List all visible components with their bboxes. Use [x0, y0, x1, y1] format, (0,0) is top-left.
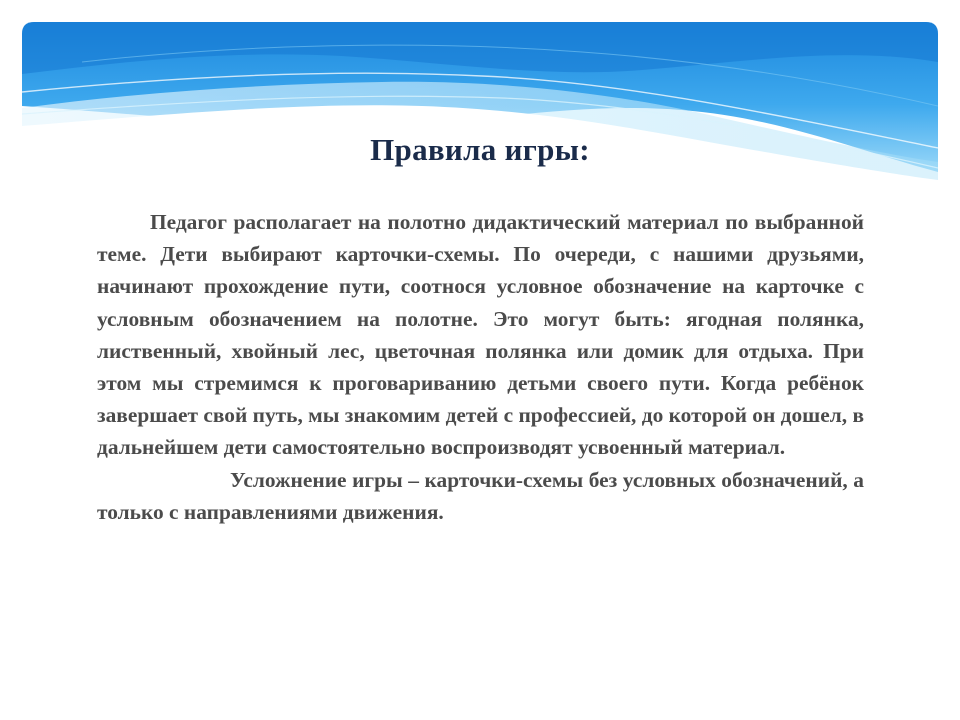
slide-body	[97, 206, 864, 528]
slide-title: Правила игры:	[370, 132, 590, 167]
rules-paragraph: Педагог располагает на полотно дидактический материал по выбранной теме. Дети выбирают карточки-схемы. По очереди, с нашими друзьями, начинают прохождение пути, соотнося условное обозначение на карточке с условным обозначением на полотне. Это могут быть: ягодная полянка, лиственный, хвойный лес, цветочная полянка или домик для отдыха. При этом мы стремимся к проговариванию детьми своего пути. Когда ребёнок завершает свой путь, мы знакомим детей с профессией, до которой он дошел, в дальнейшем дети самостоятельно воспроизводят усвоенный материал.	[97, 210, 864, 460]
complication-paragraph: Усложнение игры – карточки-схемы без условных обозначений, а только с направлениями движения.	[97, 467, 864, 524]
